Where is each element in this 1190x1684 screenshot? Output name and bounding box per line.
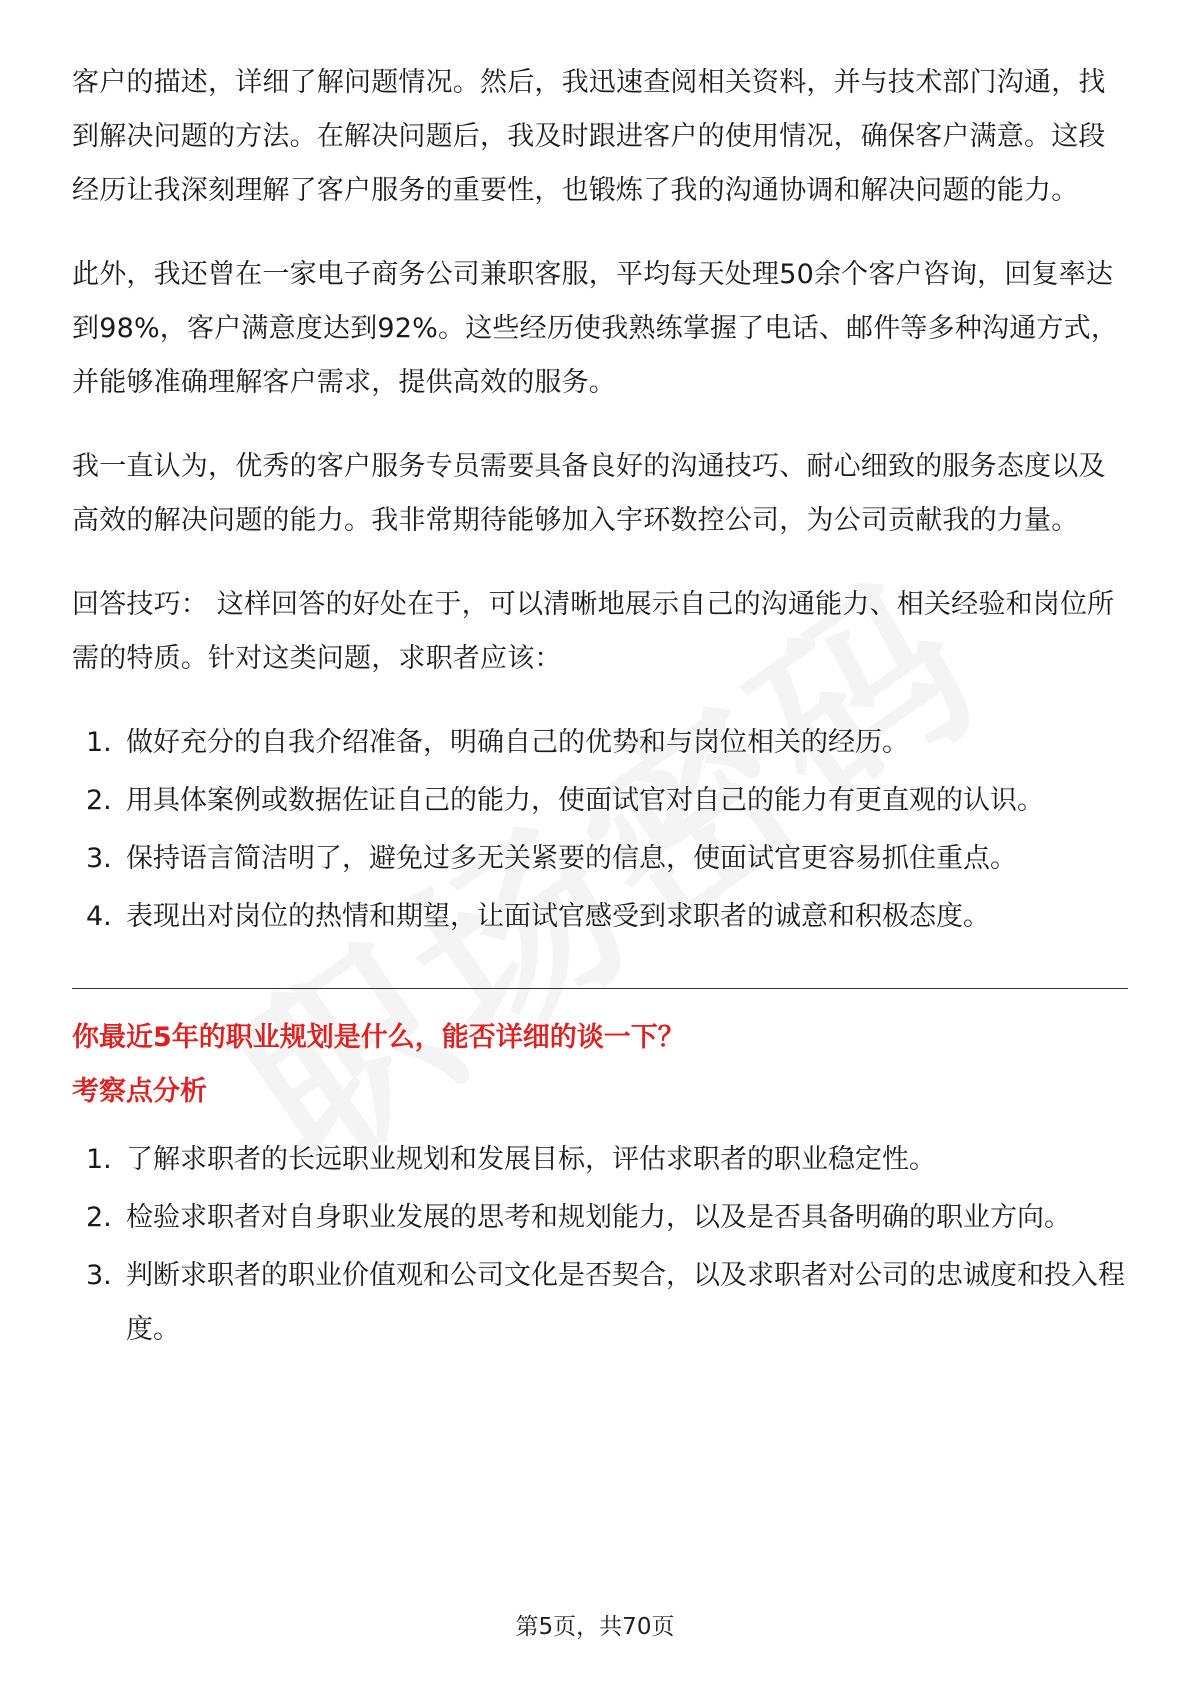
answer-tips-paragraph: 回答技巧： 这样回答的好处在于，可以清晰地展示自己的沟通能力、相关经验和岗位所需的特质。针对这类问题，求职者应该： bbox=[72, 589, 1115, 674]
list-item-text: 用具体案例或数据佐证自己的能力，使面试官对自己的能力有更直观的认识。 bbox=[126, 785, 1044, 816]
list-item-text: 判断求职者的职业价值观和公司文化是否契合，以及求职者对公司的忠诚度和投入程度。 bbox=[126, 1260, 1125, 1345]
list-item-text: 了解求职者的长远职业规划和发展目标，评估求职者的职业稳定性。 bbox=[126, 1144, 936, 1175]
list-item bbox=[72, 1249, 1128, 1357]
list-item bbox=[72, 832, 1128, 886]
paragraph: 此外，我还曾在一家电子商务公司兼职客服，平均每天处理50余个客户咨询，回复率达到98%，客户满意度达到92%。这些经历使我熟练掌握了电话、邮件等多种沟通方式，并能够准确理解客户需求，提供高效的服务。 bbox=[72, 259, 1119, 398]
paragraph: 客户的描述，详细了解问题情况。然后，我迅速查阅相关资料，并与技术部门沟通，找到解决问题的方法。在解决问题后，我及时跟进客户的使用情况，确保客户满意。这段经历让我深刻理解了客户服务的重要性，也锻炼了我的沟通协调和解决问题的能力。 bbox=[72, 67, 1106, 206]
list-item-text: 保持语言简洁明了，避免过多无关紧要的信息，使面试官更容易抓住重点。 bbox=[126, 843, 1017, 874]
list-number: 1. bbox=[86, 727, 112, 758]
list-number: 1. bbox=[86, 1144, 112, 1175]
list-number: 3. bbox=[86, 1260, 112, 1291]
list-item-text: 做好充分的自我介绍准备，明确自己的优势和与岗位相关的经历。 bbox=[126, 727, 909, 758]
list-item bbox=[72, 716, 1128, 770]
list-item bbox=[72, 1191, 1128, 1245]
section-divider bbox=[72, 988, 1128, 989]
list-item bbox=[72, 774, 1128, 828]
list-item-text: 检验求职者对自身职业发展的思考和规划能力，以及是否具备明确的职业方向。 bbox=[126, 1202, 1071, 1233]
document-body bbox=[72, 56, 1128, 1387]
question-title: 你最近5年的职业规划是什么，能否详细的谈一下？ bbox=[72, 1022, 685, 1053]
list-item bbox=[72, 890, 1128, 944]
tips-list bbox=[72, 716, 1128, 944]
page-number-footer: 第5页，共70页 bbox=[515, 1614, 675, 1640]
analysis-points-list bbox=[72, 1133, 1128, 1357]
list-number: 2. bbox=[86, 785, 112, 816]
list-item-text: 表现出对岗位的热情和期望，让面试官感受到求职者的诚意和积极态度。 bbox=[126, 901, 990, 932]
paragraph: 我一直认为，优秀的客户服务专员需要具备良好的沟通技巧、耐心细致的服务态度以及高效的解决问题的能力。我非常期待能够加入宇环数控公司，为公司贡献我的力量。 bbox=[72, 451, 1106, 536]
list-number: 2. bbox=[86, 1202, 112, 1233]
list-number: 4. bbox=[86, 901, 112, 932]
analysis-subtitle: 考察点分析 bbox=[72, 1076, 207, 1107]
list-number: 3. bbox=[86, 843, 112, 874]
list-item bbox=[72, 1133, 1128, 1187]
